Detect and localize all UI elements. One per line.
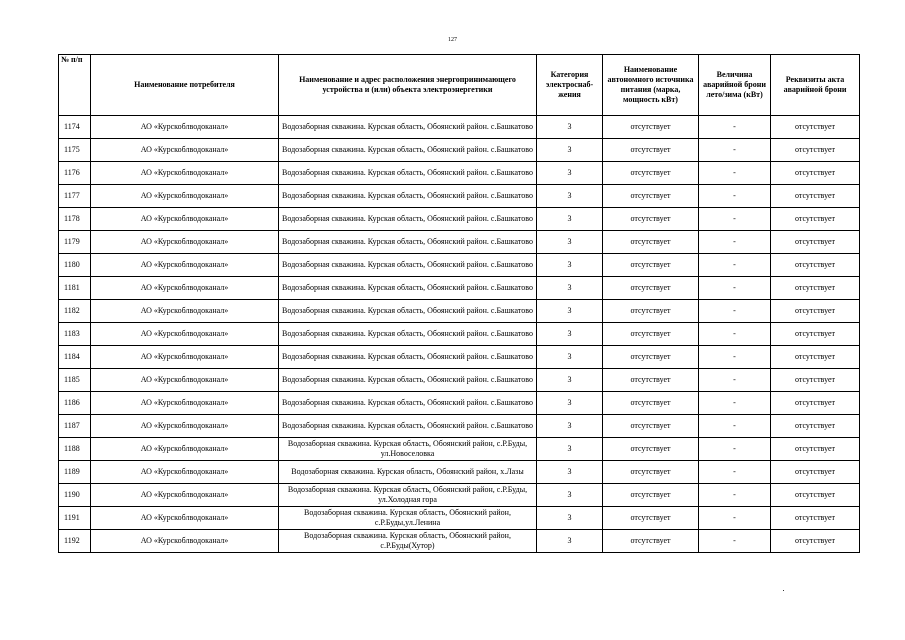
cell-address: Водозаборная скважина. Курская область, Обоянский район. с.Башкатово — [279, 346, 537, 369]
cell-reserve-value: - — [699, 484, 771, 507]
table-header-row — [59, 55, 860, 116]
header-power-source: Наименование автономного источника питания (марка, мощность кВт) — [603, 55, 699, 116]
table-row — [59, 300, 860, 323]
cell-reserve-value: - — [699, 116, 771, 139]
cell-consumer: АО «Курскоблводоканал» — [91, 461, 279, 484]
header-reserve-value: Величина аварийной брони лето/зима (кВт) — [699, 55, 771, 116]
cell-power-source: отсутствует — [603, 346, 699, 369]
cell-consumer: АО «Курскоблводоканал» — [91, 530, 279, 553]
cell-number: 1174 — [59, 116, 91, 139]
cell-category: 3 — [537, 392, 603, 415]
cell-number: 1180 — [59, 254, 91, 277]
cell-consumer: АО «Курскоблводоканал» — [91, 323, 279, 346]
cell-category: 3 — [537, 369, 603, 392]
table-row — [59, 346, 860, 369]
cell-consumer: АО «Курскоблводоканал» — [91, 116, 279, 139]
header-category: Категория электроснаб-жения — [537, 55, 603, 116]
cell-power-source: отсутствует — [603, 392, 699, 415]
cell-number: 1175 — [59, 139, 91, 162]
cell-reserve-value: - — [699, 415, 771, 438]
cell-category: 3 — [537, 162, 603, 185]
cell-address: Водозаборная скважина. Курская область, Обоянский район. с.Башкатово — [279, 185, 537, 208]
table-row — [59, 185, 860, 208]
cell-power-source: отсутствует — [603, 415, 699, 438]
cell-reserve-value: - — [699, 392, 771, 415]
cell-category: 3 — [537, 185, 603, 208]
cell-category: 3 — [537, 438, 603, 461]
cell-number: 1185 — [59, 369, 91, 392]
table-row — [59, 231, 860, 254]
cell-power-source: отсутствует — [603, 300, 699, 323]
cell-act-details: отсутствует — [771, 346, 860, 369]
cell-address: Водозаборная скважина. Курская область, Обоянский район. с.Башкатово — [279, 139, 537, 162]
cell-reserve-value: - — [699, 185, 771, 208]
cell-consumer: АО «Курскоблводоканал» — [91, 300, 279, 323]
scan-speck — [783, 590, 784, 591]
cell-consumer: АО «Курскоблводоканал» — [91, 162, 279, 185]
cell-number: 1178 — [59, 208, 91, 231]
cell-act-details: отсутствует — [771, 323, 860, 346]
cell-act-details: отсутствует — [771, 277, 860, 300]
cell-act-details: отсутствует — [771, 507, 860, 530]
cell-power-source: отсутствует — [603, 323, 699, 346]
cell-address: Водозаборная скважина. Курская область, Обоянский район. с.Башкатово — [279, 300, 537, 323]
cell-reserve-value: - — [699, 346, 771, 369]
cell-address: Водозаборная скважина. Курская область, Обоянский район, с.Р.Буды, ул.Холодная гора — [279, 484, 537, 507]
cell-power-source: отсутствует — [603, 461, 699, 484]
cell-category: 3 — [537, 507, 603, 530]
cell-number: 1189 — [59, 461, 91, 484]
table-row — [59, 507, 860, 530]
cell-act-details: отсутствует — [771, 185, 860, 208]
cell-reserve-value: - — [699, 231, 771, 254]
table-row — [59, 277, 860, 300]
cell-category: 3 — [537, 415, 603, 438]
cell-reserve-value: - — [699, 162, 771, 185]
cell-act-details: отсутствует — [771, 415, 860, 438]
cell-reserve-value: - — [699, 323, 771, 346]
cell-power-source: отсутствует — [603, 438, 699, 461]
cell-act-details: отсутствует — [771, 392, 860, 415]
cell-reserve-value: - — [699, 461, 771, 484]
cell-category: 3 — [537, 530, 603, 553]
cell-address: Водозаборная скважина. Курская область, Обоянский район. с.Башкатово — [279, 162, 537, 185]
cell-number: 1182 — [59, 300, 91, 323]
cell-act-details: отсутствует — [771, 254, 860, 277]
cell-address: Водозаборная скважина. Курская область, Обоянский район, с.Р.Буды, ул.Новоселовка — [279, 438, 537, 461]
cell-address: Водозаборная скважина. Курская область, Обоянский район. с.Башкатово — [279, 323, 537, 346]
table-row — [59, 162, 860, 185]
cell-power-source: отсутствует — [603, 208, 699, 231]
cell-number: 1181 — [59, 277, 91, 300]
cell-reserve-value: - — [699, 507, 771, 530]
cell-reserve-value: - — [699, 530, 771, 553]
cell-power-source: отсутствует — [603, 277, 699, 300]
cell-consumer: АО «Курскоблводоканал» — [91, 507, 279, 530]
header-address: Наименование и адрес расположения энергопринимающего устройства и (или) объекта электроэнергетики — [279, 55, 537, 116]
cell-power-source: отсутствует — [603, 185, 699, 208]
cell-category: 3 — [537, 116, 603, 139]
cell-address: Водозаборная скважина. Курская область, Обоянский район, с.Р.Буды(Хутор) — [279, 530, 537, 553]
cell-address: Водозаборная скважина. Курская область, Обоянский район, с.Р.Буды,ул.Ленина — [279, 507, 537, 530]
cell-power-source: отсутствует — [603, 369, 699, 392]
cell-address: Водозаборная скважина. Курская область, Обоянский район. с.Башкатово — [279, 415, 537, 438]
page-number: 127 — [448, 37, 457, 43]
cell-category: 3 — [537, 323, 603, 346]
cell-address: Водозаборная скважина. Курская область, Обоянский район, х.Лазы — [279, 461, 537, 484]
cell-reserve-value: - — [699, 208, 771, 231]
cell-consumer: АО «Курскоблводоканал» — [91, 231, 279, 254]
cell-consumer: АО «Курскоблводоканал» — [91, 484, 279, 507]
cell-act-details: отсутствует — [771, 300, 860, 323]
cell-address: Водозаборная скважина. Курская область, Обоянский район. с.Башкатово — [279, 369, 537, 392]
cell-power-source: отсутствует — [603, 162, 699, 185]
cell-act-details: отсутствует — [771, 530, 860, 553]
table-row — [59, 208, 860, 231]
cell-number: 1190 — [59, 484, 91, 507]
cell-number: 1192 — [59, 530, 91, 553]
cell-act-details: отсутствует — [771, 461, 860, 484]
header-number: № п/п — [59, 55, 91, 116]
table-row — [59, 139, 860, 162]
cell-category: 3 — [537, 139, 603, 162]
table-row — [59, 116, 860, 139]
cell-power-source: отсутствует — [603, 484, 699, 507]
cell-consumer: АО «Курскоблводоканал» — [91, 369, 279, 392]
table-row — [59, 484, 860, 507]
cell-consumer: АО «Курскоблводоканал» — [91, 346, 279, 369]
cell-category: 3 — [537, 461, 603, 484]
cell-category: 3 — [537, 346, 603, 369]
table-row — [59, 415, 860, 438]
cell-number: 1183 — [59, 323, 91, 346]
cell-act-details: отсутствует — [771, 139, 860, 162]
cell-consumer: АО «Курскоблводоканал» — [91, 438, 279, 461]
cell-act-details: отсутствует — [771, 484, 860, 507]
table-row — [59, 438, 860, 461]
cell-reserve-value: - — [699, 300, 771, 323]
cell-power-source: отсутствует — [603, 116, 699, 139]
cell-power-source: отсутствует — [603, 530, 699, 553]
cell-consumer: АО «Курскоблводоканал» — [91, 415, 279, 438]
table-row — [59, 392, 860, 415]
table-row — [59, 323, 860, 346]
cell-reserve-value: - — [699, 139, 771, 162]
cell-reserve-value: - — [699, 277, 771, 300]
cell-number: 1176 — [59, 162, 91, 185]
cell-consumer: АО «Курскоблводоканал» — [91, 254, 279, 277]
cell-reserve-value: - — [699, 369, 771, 392]
cell-address: Водозаборная скважина. Курская область, Обоянский район. с.Башкатово — [279, 392, 537, 415]
cell-act-details: отсутствует — [771, 438, 860, 461]
cell-reserve-value: - — [699, 254, 771, 277]
cell-number: 1179 — [59, 231, 91, 254]
cell-power-source: отсутствует — [603, 139, 699, 162]
cell-power-source: отсутствует — [603, 231, 699, 254]
cell-category: 3 — [537, 231, 603, 254]
emergency-reserve-table — [58, 54, 860, 553]
table-row — [59, 254, 860, 277]
cell-consumer: АО «Курскоблводоканал» — [91, 139, 279, 162]
cell-act-details: отсутствует — [771, 231, 860, 254]
cell-number: 1191 — [59, 507, 91, 530]
cell-category: 3 — [537, 277, 603, 300]
cell-act-details: отсутствует — [771, 369, 860, 392]
cell-number: 1186 — [59, 392, 91, 415]
cell-consumer: АО «Курскоблводоканал» — [91, 392, 279, 415]
header-act-details: Реквизиты акта аварийной брони — [771, 55, 860, 116]
cell-address: Водозаборная скважина. Курская область, Обоянский район. с.Башкатово — [279, 116, 537, 139]
table-row — [59, 530, 860, 553]
table-row — [59, 461, 860, 484]
cell-address: Водозаборная скважина. Курская область, Обоянский район. с.Башкатово — [279, 277, 537, 300]
cell-act-details: отсутствует — [771, 116, 860, 139]
cell-power-source: отсутствует — [603, 254, 699, 277]
cell-number: 1184 — [59, 346, 91, 369]
cell-act-details: отсутствует — [771, 208, 860, 231]
cell-number: 1187 — [59, 415, 91, 438]
cell-address: Водозаборная скважина. Курская область, Обоянский район. с.Башкатово — [279, 208, 537, 231]
cell-category: 3 — [537, 254, 603, 277]
cell-consumer: АО «Курскоблводоканал» — [91, 185, 279, 208]
cell-category: 3 — [537, 300, 603, 323]
cell-consumer: АО «Курскоблводоканал» — [91, 277, 279, 300]
header-consumer: Наименование потребителя — [91, 55, 279, 116]
cell-number: 1177 — [59, 185, 91, 208]
cell-reserve-value: - — [699, 438, 771, 461]
cell-number: 1188 — [59, 438, 91, 461]
cell-address: Водозаборная скважина. Курская область, Обоянский район. с.Башкатово — [279, 231, 537, 254]
cell-consumer: АО «Курскоблводоканал» — [91, 208, 279, 231]
cell-power-source: отсутствует — [603, 507, 699, 530]
table-row — [59, 369, 860, 392]
cell-act-details: отсутствует — [771, 162, 860, 185]
cell-category: 3 — [537, 484, 603, 507]
cell-address: Водозаборная скважина. Курская область, Обоянский район. с.Башкатово — [279, 254, 537, 277]
cell-category: 3 — [537, 208, 603, 231]
